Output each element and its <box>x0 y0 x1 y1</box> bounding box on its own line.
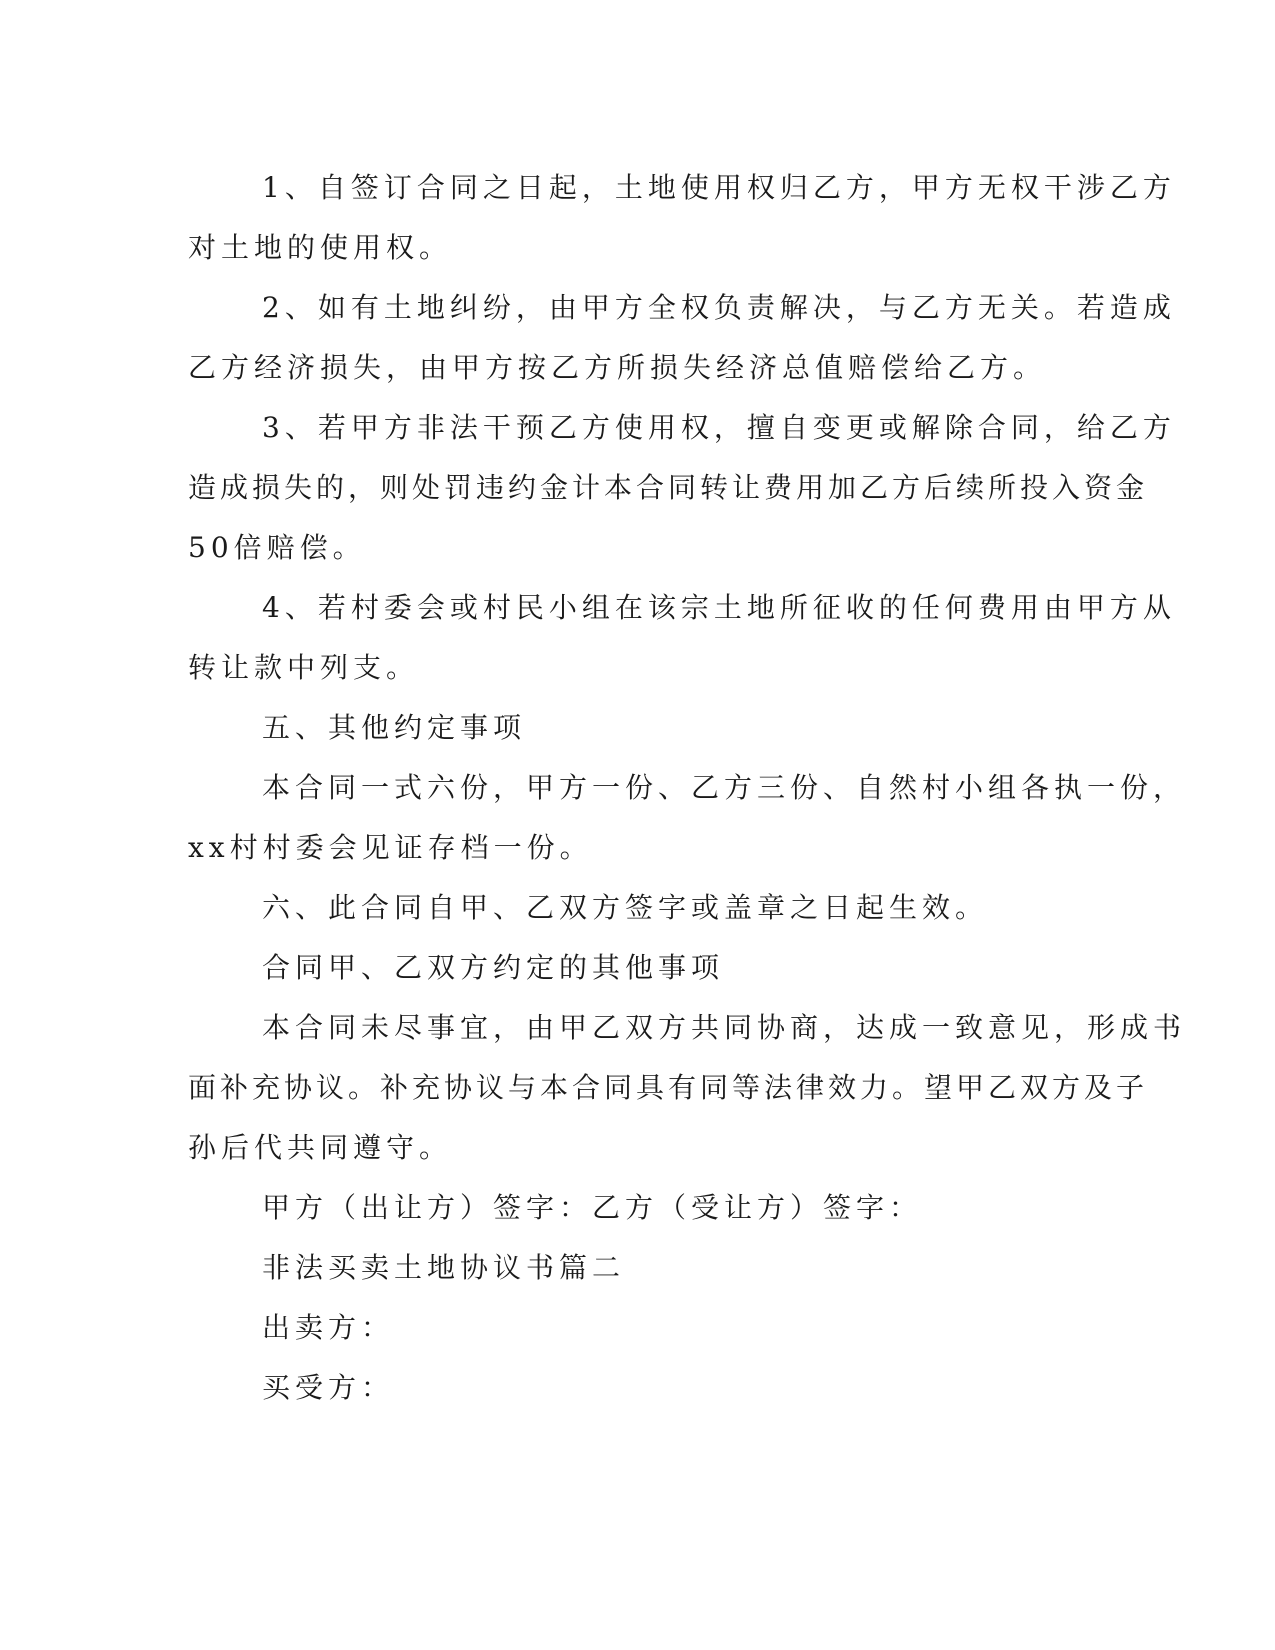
copies-line-1: 本合同一式六份，甲方一份、乙方三份、自然村小组各执一份， <box>262 771 1187 804</box>
clause-2-line-2: 乙方经济损失，由甲方按乙方所损失经济总值赔偿给乙方。 <box>188 351 1047 384</box>
clause-1-line-1: 1、自签订合同之日起，土地使用权归乙方，甲方无权干涉乙方 <box>262 171 1176 204</box>
clause-3-line-2: 造成损失的，则处罚违约金计本合同转让费用加乙方后续所投入资金 <box>188 471 1149 504</box>
buyer-label: 买受方： <box>262 1371 395 1404</box>
signature-line: 甲方（出让方）签字：乙方（受让方）签字： <box>262 1191 923 1224</box>
section-5-heading: 五、其他约定事项 <box>262 711 527 744</box>
supplement-line-3: 孙后代共同遵守。 <box>188 1131 453 1164</box>
document-body <box>188 158 1187 1418</box>
clause-4-line-1: 4、若村委会或村民小组在该宗土地所征收的任何费用由甲方从 <box>262 591 1176 624</box>
copies-line-2: xx村村委会见证存档一份。 <box>188 831 593 864</box>
clause-4-line-2: 转让款中列支。 <box>188 651 420 684</box>
clause-3-line-3: 50倍赔偿。 <box>188 531 366 564</box>
clause-2-line-1: 2、如有土地纠纷，由甲方全权负责解决，与乙方无关。若造成 <box>262 291 1176 324</box>
supplement-line-1: 本合同未尽事宜，由甲乙双方共同协商，达成一致意见，形成书 <box>262 1011 1187 1044</box>
section-6-effective: 六、此合同自甲、乙双方签字或盖章之日起生效。 <box>262 891 989 924</box>
other-matters-heading: 合同甲、乙双方约定的其他事项 <box>262 951 725 984</box>
supplement-line-2: 面补充协议。补充协议与本合同具有同等法律效力。望甲乙双方及子 <box>188 1071 1149 1104</box>
clause-1-line-2: 对土地的使用权。 <box>188 231 453 264</box>
seller-label: 出卖方： <box>262 1311 395 1344</box>
clause-3-line-1: 3、若甲方非法干预乙方使用权，擅自变更或解除合同，给乙方 <box>262 411 1176 444</box>
section-title-part-2: 非法买卖土地协议书篇二 <box>262 1251 626 1284</box>
